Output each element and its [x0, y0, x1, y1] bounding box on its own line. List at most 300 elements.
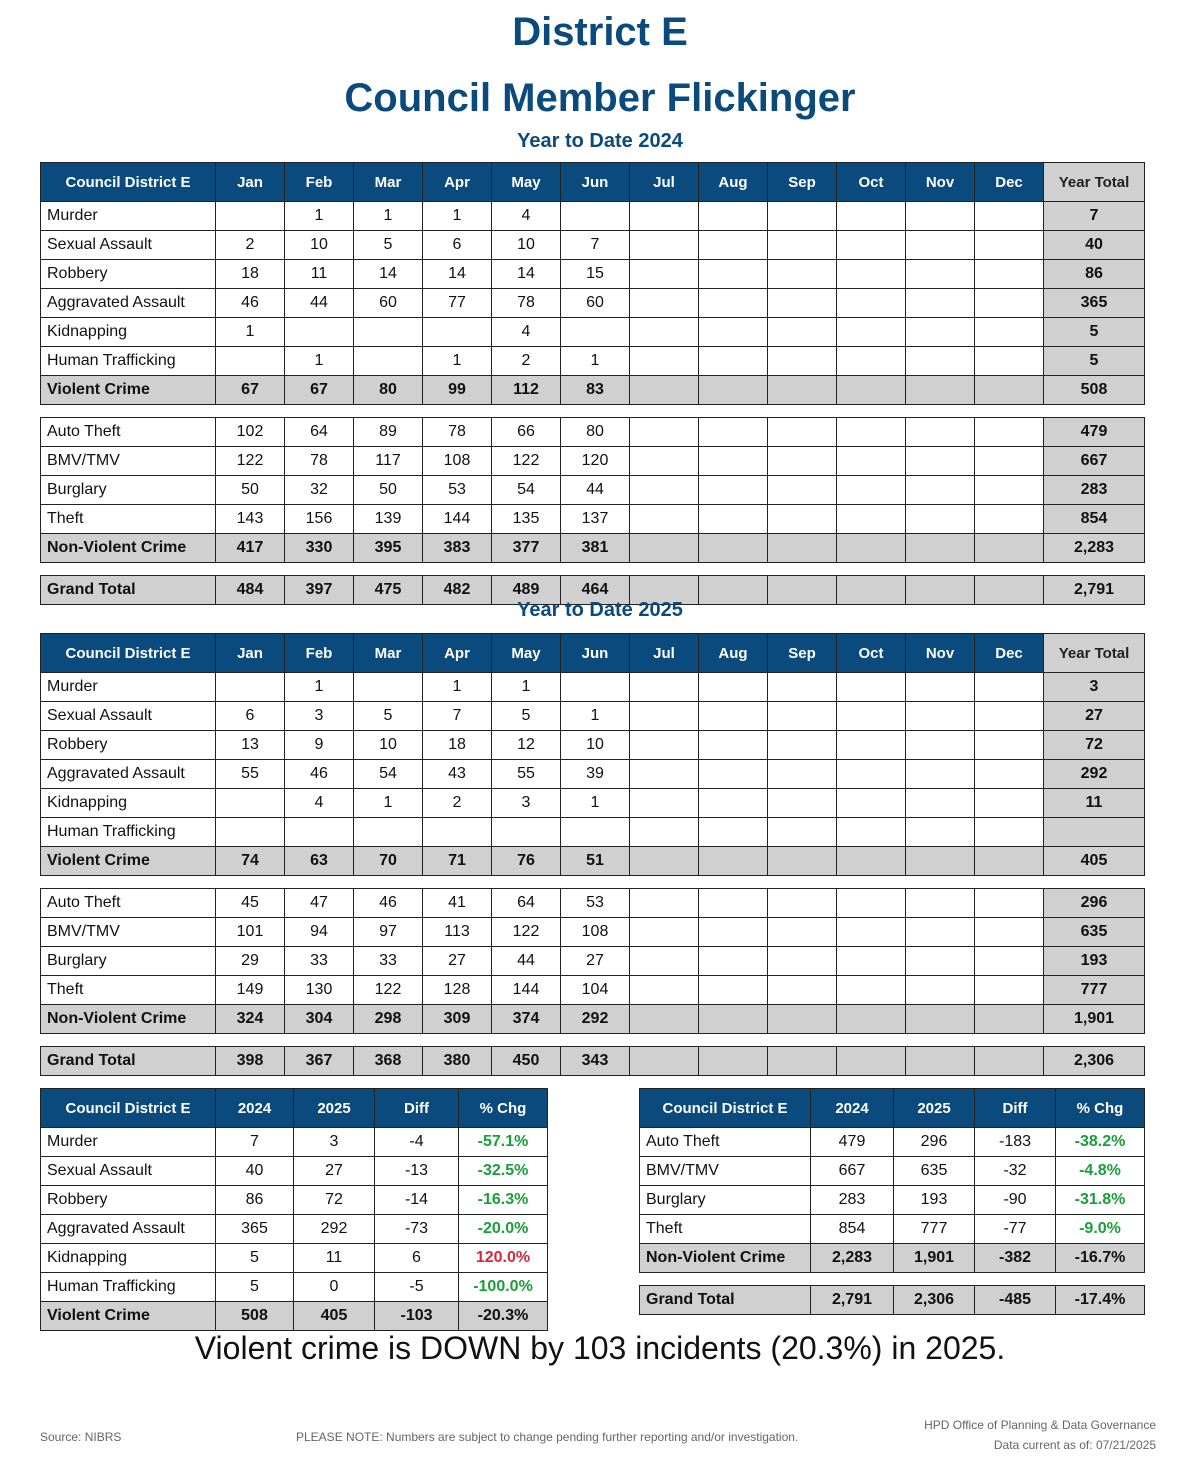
column-header: 2024 — [216, 1089, 294, 1128]
row-label: Non-Violent Crime — [640, 1244, 811, 1273]
row-label: Sexual Assault — [41, 702, 216, 731]
month-value — [768, 476, 837, 505]
month-value: 66 — [492, 418, 561, 447]
month-value: 4 — [492, 202, 561, 231]
month-value — [837, 673, 906, 702]
month-value — [975, 202, 1044, 231]
percent-change: -20.0% — [459, 1215, 548, 1244]
value-2025: 3 — [294, 1128, 375, 1157]
table-header-row — [640, 1089, 1145, 1128]
month-value: 397 — [285, 576, 354, 605]
value-2024: 365 — [216, 1215, 294, 1244]
column-header: May — [492, 634, 561, 673]
row-label: Sexual Assault — [41, 231, 216, 260]
row-label: Aggravated Assault — [41, 1215, 216, 1244]
percent-change: -4.8% — [1056, 1157, 1145, 1186]
column-header: Apr — [423, 634, 492, 673]
percent-change: -38.2% — [1056, 1128, 1145, 1157]
year-total — [1044, 818, 1145, 847]
month-value: 395 — [354, 534, 423, 563]
value-2025: 72 — [294, 1186, 375, 1215]
month-value — [837, 347, 906, 376]
month-value: 14 — [354, 260, 423, 289]
month-value: 54 — [354, 760, 423, 789]
month-value — [906, 702, 975, 731]
column-header: Mar — [354, 163, 423, 202]
month-value — [630, 447, 699, 476]
month-value — [630, 847, 699, 876]
month-value — [837, 918, 906, 947]
month-value — [837, 376, 906, 405]
difference: -183 — [975, 1128, 1056, 1157]
month-value: 398 — [216, 1047, 285, 1076]
difference: -13 — [375, 1157, 459, 1186]
month-value — [837, 789, 906, 818]
year-total: 72 — [1044, 731, 1145, 760]
month-value — [768, 318, 837, 347]
month-value — [768, 1005, 837, 1034]
value-2024: 508 — [216, 1302, 294, 1331]
month-value: 97 — [354, 918, 423, 947]
row-label: Sexual Assault — [41, 1157, 216, 1186]
table-row — [41, 702, 1145, 731]
month-value: 5 — [492, 702, 561, 731]
row-label: Kidnapping — [41, 1244, 216, 1273]
month-value: 108 — [423, 447, 492, 476]
month-value — [906, 347, 975, 376]
month-value: 27 — [561, 947, 630, 976]
month-value: 6 — [216, 702, 285, 731]
month-value — [699, 1047, 768, 1076]
month-value — [975, 731, 1044, 760]
table-header-row — [41, 163, 1145, 202]
row-label: BMV/TMV — [41, 918, 216, 947]
month-value — [630, 347, 699, 376]
month-value — [906, 476, 975, 505]
month-value — [837, 231, 906, 260]
month-value: 368 — [354, 1047, 423, 1076]
month-value — [699, 702, 768, 731]
month-value: 3 — [285, 702, 354, 731]
column-header: Council District E — [640, 1089, 811, 1128]
month-value: 324 — [216, 1005, 285, 1034]
column-header: Jul — [630, 163, 699, 202]
month-value — [837, 260, 906, 289]
month-value: 381 — [561, 534, 630, 563]
month-value — [630, 731, 699, 760]
month-value: 475 — [354, 576, 423, 605]
column-header: 2024 — [811, 1089, 894, 1128]
value-2024: 86 — [216, 1186, 294, 1215]
month-value: 9 — [285, 731, 354, 760]
month-value: 309 — [423, 1005, 492, 1034]
value-2025: 2,306 — [894, 1286, 975, 1315]
month-value: 11 — [285, 260, 354, 289]
month-value: 55 — [216, 760, 285, 789]
month-value: 1 — [354, 202, 423, 231]
percent-change: -20.3% — [459, 1302, 548, 1331]
month-value: 298 — [354, 1005, 423, 1034]
value-2025: 11 — [294, 1244, 375, 1273]
percent-change: 120.0% — [459, 1244, 548, 1273]
month-value — [216, 673, 285, 702]
month-value: 33 — [354, 947, 423, 976]
month-value — [975, 231, 1044, 260]
month-value: 3 — [492, 789, 561, 818]
year-total: 5 — [1044, 347, 1145, 376]
table-row — [41, 447, 1145, 476]
value-2025: 635 — [894, 1157, 975, 1186]
value-2024: 2,791 — [811, 1286, 894, 1315]
month-value: 80 — [561, 418, 630, 447]
month-value — [630, 673, 699, 702]
percent-change: -100.0% — [459, 1273, 548, 1302]
column-header: Mar — [354, 634, 423, 673]
spacer — [640, 1273, 1145, 1286]
month-value — [630, 202, 699, 231]
month-value: 130 — [285, 976, 354, 1005]
value-2025: 1,901 — [894, 1244, 975, 1273]
month-value: 330 — [285, 534, 354, 563]
month-value — [768, 702, 837, 731]
month-value — [768, 202, 837, 231]
month-value — [699, 231, 768, 260]
value-2025: 193 — [894, 1186, 975, 1215]
month-value — [837, 1047, 906, 1076]
ytd-2024-table — [40, 162, 1145, 605]
month-value — [975, 318, 1044, 347]
column-header: Year Total — [1044, 634, 1145, 673]
month-value — [630, 418, 699, 447]
subtotal-row — [640, 1286, 1145, 1315]
month-value: 53 — [561, 889, 630, 918]
subtotal-row — [41, 534, 1145, 563]
year-total: 1,901 — [1044, 1005, 1145, 1034]
month-value: 39 — [561, 760, 630, 789]
month-value — [837, 847, 906, 876]
year-total: 854 — [1044, 505, 1145, 534]
value-2024: 5 — [216, 1244, 294, 1273]
month-value — [837, 976, 906, 1005]
column-header: 2025 — [294, 1089, 375, 1128]
column-header: Year Total — [1044, 163, 1145, 202]
table-row — [41, 947, 1145, 976]
month-value — [216, 789, 285, 818]
month-value: 464 — [561, 576, 630, 605]
month-value — [699, 918, 768, 947]
year-total: 508 — [1044, 376, 1145, 405]
month-value — [630, 505, 699, 534]
month-value: 1 — [561, 702, 630, 731]
month-value — [699, 847, 768, 876]
month-value — [975, 947, 1044, 976]
table-row — [640, 1215, 1145, 1244]
month-value — [906, 1005, 975, 1034]
table-row — [41, 347, 1145, 376]
month-value: 53 — [423, 476, 492, 505]
month-value: 149 — [216, 976, 285, 1005]
month-value: 71 — [423, 847, 492, 876]
difference: -32 — [975, 1157, 1056, 1186]
month-value — [975, 918, 1044, 947]
spacer — [41, 563, 1145, 576]
month-value: 89 — [354, 418, 423, 447]
month-value — [837, 818, 906, 847]
month-value — [630, 231, 699, 260]
month-value — [492, 818, 561, 847]
month-value: 18 — [423, 731, 492, 760]
month-value: 27 — [423, 947, 492, 976]
row-label: Violent Crime — [41, 376, 216, 405]
table-row — [640, 1157, 1145, 1186]
month-value — [630, 376, 699, 405]
column-header: Oct — [837, 634, 906, 673]
month-value — [906, 289, 975, 318]
month-value: 67 — [285, 376, 354, 405]
subtotal-row — [41, 1047, 1145, 1076]
month-value — [975, 760, 1044, 789]
month-value — [906, 789, 975, 818]
percent-change: -31.8% — [1056, 1186, 1145, 1215]
month-value: 14 — [423, 260, 492, 289]
month-value: 374 — [492, 1005, 561, 1034]
month-value — [699, 760, 768, 789]
row-label: Human Trafficking — [41, 347, 216, 376]
column-header: Council District E — [41, 634, 216, 673]
spacer-row — [41, 876, 1145, 889]
difference: -382 — [975, 1244, 1056, 1273]
month-value: 78 — [492, 289, 561, 318]
month-value — [975, 673, 1044, 702]
spacer — [41, 876, 1145, 889]
month-value: 13 — [216, 731, 285, 760]
difference: -485 — [975, 1286, 1056, 1315]
month-value — [906, 847, 975, 876]
table-row — [41, 476, 1145, 505]
difference: -5 — [375, 1273, 459, 1302]
month-value — [837, 760, 906, 789]
row-label: Human Trafficking — [41, 1273, 216, 1302]
month-value: 29 — [216, 947, 285, 976]
value-2025: 0 — [294, 1273, 375, 1302]
month-value — [837, 318, 906, 347]
column-header: % Chg — [459, 1089, 548, 1128]
month-value — [768, 918, 837, 947]
month-value — [768, 447, 837, 476]
month-value: 10 — [285, 231, 354, 260]
month-value — [975, 289, 1044, 318]
spacer-row — [41, 563, 1145, 576]
month-value: 83 — [561, 376, 630, 405]
year-total: 27 — [1044, 702, 1145, 731]
month-value — [906, 731, 975, 760]
row-label: Non-Violent Crime — [41, 534, 216, 563]
month-value: 74 — [216, 847, 285, 876]
table-row — [41, 289, 1145, 318]
month-value: 135 — [492, 505, 561, 534]
month-value: 292 — [561, 1005, 630, 1034]
month-value: 80 — [354, 376, 423, 405]
column-header: Feb — [285, 163, 354, 202]
year-total: 405 — [1044, 847, 1145, 876]
value-2025: 27 — [294, 1157, 375, 1186]
table-row — [41, 789, 1145, 818]
column-header: Aug — [699, 163, 768, 202]
month-value — [906, 231, 975, 260]
table-row — [41, 673, 1145, 702]
month-value — [699, 731, 768, 760]
month-value: 12 — [492, 731, 561, 760]
month-value: 10 — [354, 731, 423, 760]
month-value — [699, 976, 768, 1005]
month-value: 484 — [216, 576, 285, 605]
month-value: 76 — [492, 847, 561, 876]
month-value: 10 — [561, 731, 630, 760]
month-value — [561, 818, 630, 847]
month-value — [699, 1005, 768, 1034]
month-value — [423, 318, 492, 347]
month-value: 417 — [216, 534, 285, 563]
month-value: 64 — [285, 418, 354, 447]
year-total: 2,306 — [1044, 1047, 1145, 1076]
month-value — [975, 505, 1044, 534]
month-value — [975, 702, 1044, 731]
month-value: 2 — [423, 789, 492, 818]
table-row — [41, 260, 1145, 289]
month-value — [699, 789, 768, 818]
month-value — [699, 418, 768, 447]
subtotal-row — [41, 1005, 1145, 1034]
month-value — [699, 447, 768, 476]
month-value — [837, 447, 906, 476]
month-value — [906, 447, 975, 476]
column-header: Jan — [216, 634, 285, 673]
month-value — [354, 347, 423, 376]
month-value — [906, 1047, 975, 1076]
month-value — [354, 318, 423, 347]
month-value — [699, 376, 768, 405]
month-value — [699, 476, 768, 505]
month-value: 41 — [423, 889, 492, 918]
month-value — [630, 789, 699, 818]
month-value — [906, 889, 975, 918]
month-value: 112 — [492, 376, 561, 405]
table-row — [41, 1244, 548, 1273]
column-header: Council District E — [41, 163, 216, 202]
row-label: Murder — [41, 202, 216, 231]
month-value — [630, 918, 699, 947]
month-value: 1 — [285, 202, 354, 231]
month-value — [768, 947, 837, 976]
year-total: 11 — [1044, 789, 1145, 818]
year-total: 283 — [1044, 476, 1145, 505]
month-value: 1 — [492, 673, 561, 702]
month-value: 144 — [492, 976, 561, 1005]
subtotal-row — [41, 376, 1145, 405]
value-2025: 405 — [294, 1302, 375, 1331]
column-header: Dec — [975, 163, 1044, 202]
percent-change: -16.7% — [1056, 1244, 1145, 1273]
month-value — [699, 318, 768, 347]
row-label: Auto Theft — [41, 418, 216, 447]
month-value: 55 — [492, 760, 561, 789]
month-value: 1 — [423, 673, 492, 702]
table-row — [41, 505, 1145, 534]
month-value — [630, 260, 699, 289]
month-value — [699, 534, 768, 563]
column-header: Feb — [285, 634, 354, 673]
month-value: 1 — [285, 673, 354, 702]
month-value — [975, 347, 1044, 376]
month-value — [906, 202, 975, 231]
column-header: Nov — [906, 634, 975, 673]
year-total: 40 — [1044, 231, 1145, 260]
value-2024: 40 — [216, 1157, 294, 1186]
spacer-row — [640, 1273, 1145, 1286]
month-value — [699, 889, 768, 918]
month-value — [837, 889, 906, 918]
month-value: 2 — [216, 231, 285, 260]
spacer — [41, 1034, 1145, 1047]
percent-change: -17.4% — [1056, 1286, 1145, 1315]
month-value — [768, 534, 837, 563]
column-header: Jan — [216, 163, 285, 202]
month-value: 60 — [561, 289, 630, 318]
row-label: Aggravated Assault — [41, 760, 216, 789]
month-value: 45 — [216, 889, 285, 918]
column-header: Oct — [837, 163, 906, 202]
column-header: Jul — [630, 634, 699, 673]
month-value — [768, 673, 837, 702]
month-value — [906, 376, 975, 405]
month-value: 1 — [354, 789, 423, 818]
month-value: 122 — [216, 447, 285, 476]
month-value — [354, 818, 423, 847]
table-row — [41, 1128, 548, 1157]
month-value: 380 — [423, 1047, 492, 1076]
month-value — [837, 947, 906, 976]
month-value — [768, 847, 837, 876]
spacer — [41, 405, 1145, 418]
month-value — [768, 789, 837, 818]
row-label: Grand Total — [41, 576, 216, 605]
table-header-row — [41, 1089, 548, 1128]
value-2025: 777 — [894, 1215, 975, 1244]
row-label: Robbery — [41, 1186, 216, 1215]
row-label: Theft — [640, 1215, 811, 1244]
month-value — [837, 1005, 906, 1034]
month-value: 33 — [285, 947, 354, 976]
month-value: 10 — [492, 231, 561, 260]
table-row — [41, 889, 1145, 918]
month-value: 78 — [423, 418, 492, 447]
month-value: 5 — [354, 231, 423, 260]
difference: -14 — [375, 1186, 459, 1215]
row-label: Violent Crime — [41, 847, 216, 876]
column-header: Dec — [975, 634, 1044, 673]
column-header: 2025 — [894, 1089, 975, 1128]
data-current-date: Data current as of: 07/21/2025 — [993, 1438, 1156, 1452]
month-value — [975, 847, 1044, 876]
month-value: 60 — [354, 289, 423, 318]
month-value: 78 — [285, 447, 354, 476]
month-value — [975, 1047, 1044, 1076]
month-value — [837, 702, 906, 731]
table-row — [41, 760, 1145, 789]
month-value — [768, 505, 837, 534]
month-value: 1 — [216, 318, 285, 347]
month-value: 137 — [561, 505, 630, 534]
